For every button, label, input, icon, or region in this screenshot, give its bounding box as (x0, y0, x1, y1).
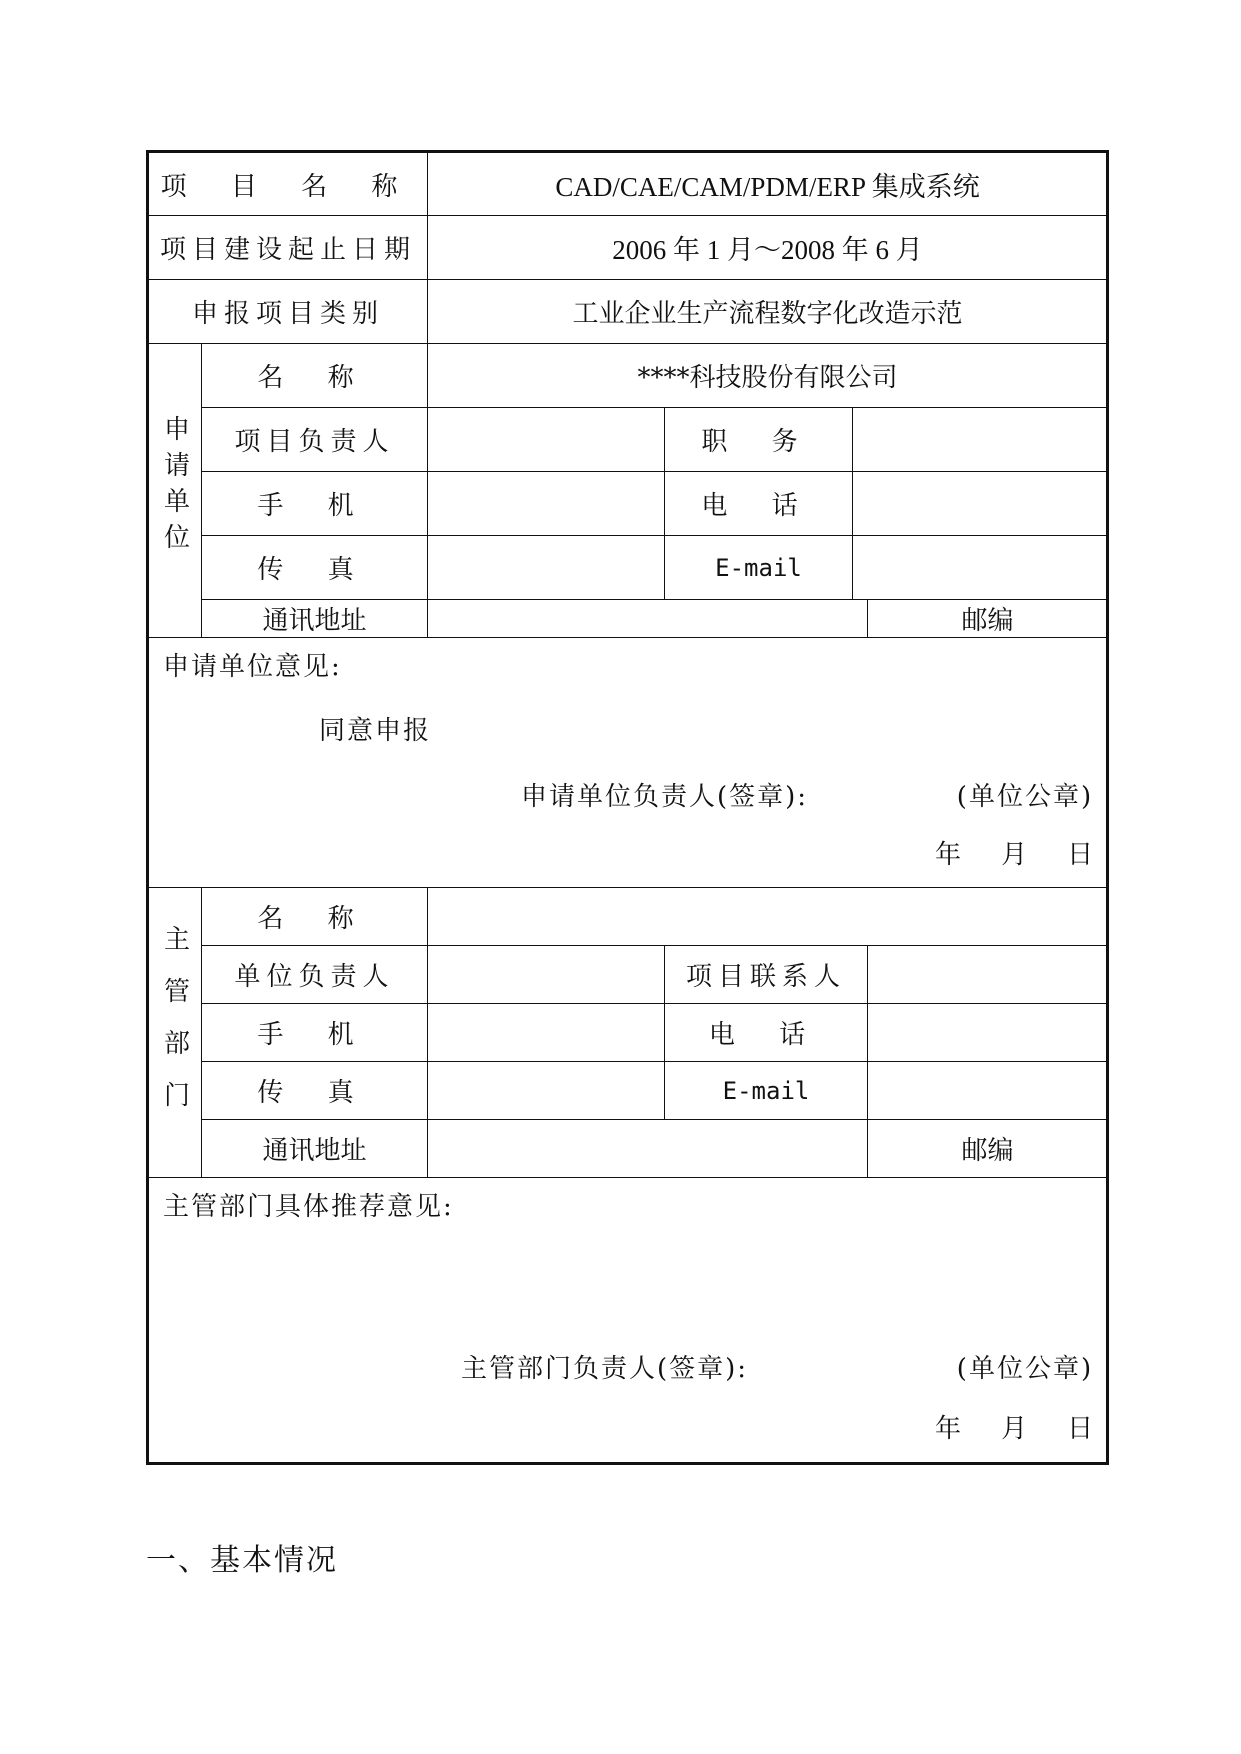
authority-leader-label: 单位负责人 (202, 946, 428, 1004)
authority-name-label: 名 称 (202, 888, 428, 946)
authority-leader-value (428, 946, 665, 1004)
project-name-row (148, 152, 1108, 216)
authority-address-row (148, 1120, 1108, 1178)
applicant-opinion-body: 同意申报 (319, 716, 432, 746)
authority-contact-value (868, 946, 1108, 1004)
authority-name-value (428, 888, 1108, 946)
applicant-phone-value (853, 472, 1108, 536)
applicant-zip-label: 邮编 (868, 600, 1108, 638)
authority-opinion-date (895, 1408, 1093, 1445)
authority-phone-value (868, 1004, 1108, 1062)
authority-phone-label: 电 话 (665, 1004, 868, 1062)
applicant-address-value (428, 600, 868, 638)
project-category-value: 工业企业生产流程数字化改造示范 (428, 280, 1108, 344)
date-year: 年 (935, 840, 962, 870)
authority-contact-label: 项目联系人 (665, 946, 868, 1004)
date-month: 月 (1001, 1414, 1028, 1444)
applicant-position-value (853, 408, 1108, 472)
authority-email-label: E-mail (665, 1062, 868, 1120)
application-form-table (146, 150, 1109, 1465)
applicant-mobile-value (428, 472, 665, 536)
applicant-name-label: 名 称 (202, 344, 428, 408)
authority-address-label: 通讯地址 (202, 1120, 428, 1178)
authority-group-label-cell (148, 888, 202, 1178)
applicant-name-value: ****科技股份有限公司 (428, 344, 1108, 408)
authority-seal-label: (单位公章) (956, 1354, 1094, 1384)
applicant-opinion-title: 申请单位意见: (163, 652, 342, 682)
authority-address-value (428, 1120, 868, 1178)
project-category-label: 申报项目类别 (148, 280, 428, 344)
applicant-fax-value (428, 536, 665, 600)
applicant-group-label: 申请单位 (159, 415, 190, 559)
applicant-sign-label: 申请单位负责人(签章): (521, 782, 809, 812)
authority-mobile-row (148, 1004, 1108, 1062)
authority-email-value (868, 1062, 1108, 1120)
date-day: 日 (1067, 840, 1094, 870)
applicant-group-label-cell (148, 344, 202, 638)
authority-sign-label: 主管部门负责人(签章): (461, 1354, 749, 1384)
authority-fax-label: 传 真 (202, 1062, 428, 1120)
project-name-label: 项 目 名 称 (148, 152, 428, 216)
applicant-address-row (148, 600, 1108, 638)
applicant-mobile-label: 手 机 (202, 472, 428, 536)
project-period-row (148, 216, 1108, 280)
applicant-opinion-row (148, 638, 1108, 888)
authority-fax-value (428, 1062, 665, 1120)
applicant-opinion-date (895, 834, 1093, 871)
authority-mobile-label: 手 机 (202, 1004, 428, 1062)
applicant-email-label: E-mail (665, 536, 853, 600)
applicant-seal-label: (单位公章) (956, 782, 1094, 812)
applicant-phone-label: 电 话 (665, 472, 853, 536)
project-period-value: 2006 年 1 月～2008 年 6 月 (428, 216, 1108, 280)
authority-group-label: 主管部门 (159, 925, 190, 1133)
applicant-leader-value (428, 408, 665, 472)
project-category-row (148, 280, 1108, 344)
authority-opinion-row (148, 1178, 1108, 1464)
authority-zip-label: 邮编 (868, 1120, 1108, 1178)
authority-opinion-cell (148, 1178, 1108, 1464)
project-name-value: CAD/CAE/CAM/PDM/ERP 集成系统 (428, 152, 1108, 216)
section-heading: 一、基本情况 (146, 1543, 338, 1578)
date-month: 月 (1001, 840, 1028, 870)
applicant-name-row (148, 344, 1108, 408)
authority-fax-row (148, 1062, 1108, 1120)
authority-name-row (148, 888, 1108, 946)
applicant-mobile-row (148, 472, 1108, 536)
authority-leader-row (148, 946, 1108, 1004)
applicant-fax-row (148, 536, 1108, 600)
applicant-address-label: 通讯地址 (202, 600, 428, 638)
applicant-leader-row (148, 408, 1108, 472)
date-year: 年 (935, 1414, 962, 1444)
applicant-leader-label: 项目负责人 (202, 408, 428, 472)
applicant-fax-label: 传 真 (202, 536, 428, 600)
authority-opinion-title: 主管部门具体推荐意见: (163, 1192, 454, 1222)
project-period-label: 项目建设起止日期 (148, 216, 428, 280)
authority-mobile-value (428, 1004, 665, 1062)
date-day: 日 (1067, 1414, 1094, 1444)
applicant-opinion-cell (148, 638, 1108, 888)
applicant-position-label: 职 务 (665, 408, 853, 472)
applicant-email-value (853, 536, 1108, 600)
